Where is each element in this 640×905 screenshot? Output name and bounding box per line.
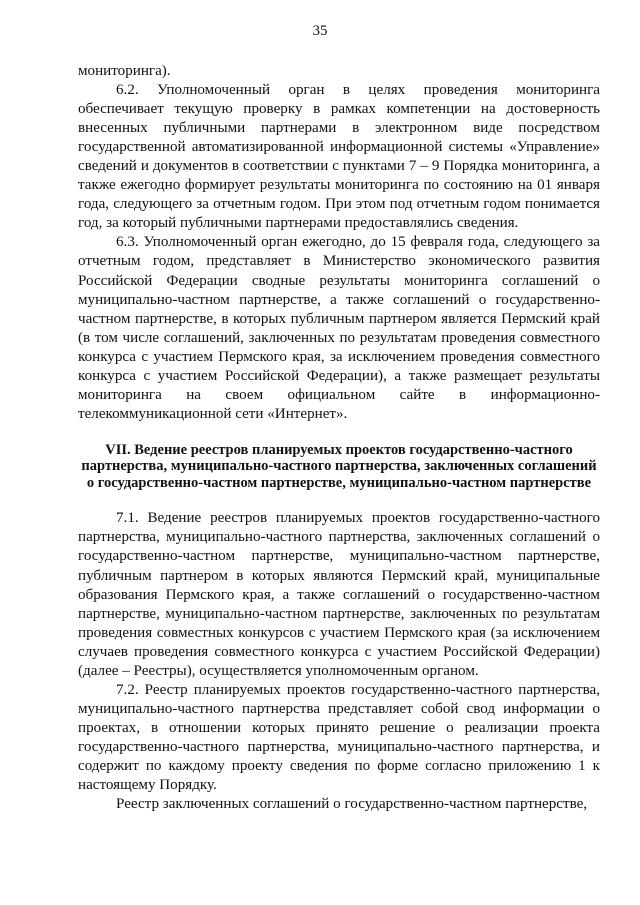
paragraph-registry-start: Реестр заключенных соглашений о государственно-частном партнерстве, — [116, 796, 588, 813]
paragraph-7-2: 7.2. Реестр планируемых проектов государственно-частного партнерства, муниципально-частного партнерства представляет собой свод информации о проектах, в отношении которых принято решение о реализации проекта государственно-частного партнерства, муниципально-частного партнерства, и содержит по каждому проекту сведения по форме согласно приложению 1 к настоящему Порядку. — [78, 681, 600, 794]
section-heading: VII. Ведение реестров планируемых проектов государственно-частного партнерства, муниципально-частного партнерства, заключенных соглашений о государственно-частном партнерстве, муниципально-частном партнерстве — [81, 441, 597, 491]
document-body — [78, 62, 600, 814]
paragraph-continuation: мониторинга). — [78, 63, 171, 79]
paragraph-6-2: 6.2. Уполномоченный орган в целях проведения мониторинга обеспечивает текущую проверку в рамках компетенции на достоверность внесенных публичными партнерами в электронном виде посредством государственной автоматизированной информационной системы «Управление» сведений и документов в соответствии с пунктами 7 – 9 Порядка мониторинга, а также ежегодно формирует результаты мониторинга по состоянию на 01 января года, следующего за отчетным годом. При этом под отчетным годом понимается год, за который публичными партнерами предоставлялись сведения. — [78, 82, 600, 232]
page-number: 35 — [312, 23, 328, 39]
paragraph-7-1: 7.1. Ведение реестров планируемых проектов государственно-частного партнерства, муниципально-частного партнерства, заключенных соглашений о государственно-частном партнерстве, муниципально-частном партнерстве, публичным партнером в которых являются Пермский край, муниципальные образования Пермского края, а также соглашений о государственно-частном партнерстве, муниципально-частном партнерстве, заключенных по результатам проведения совместных конкурсов с участием Пермского края (за исключением случаев проведения совместного конкурса с участием Российской Федерации) (далее – Реестры), осуществляется уполномоченным органом. — [78, 510, 600, 679]
paragraph-6-3: 6.3. Уполномоченный орган ежегодно, до 15 февраля года, следующего за отчетным годом, представляет в Министерство экономического развития Российской Федерации сводные результаты мониторинга соглашений о муниципально-частном партнерстве, а также соглашений о государственно-частном партнерстве, в которых публичным партнером является Пермский край (в том числе соглашений, заключенных по результатам проведения совместного конкурса с участием Пермского края, за исключением проведения совместного конкурса с участием Российской Федерации), а также размещает результаты мониторинга на своем официальном сайте в информационно-телекоммуникационной сети «Интернет». — [78, 234, 600, 422]
